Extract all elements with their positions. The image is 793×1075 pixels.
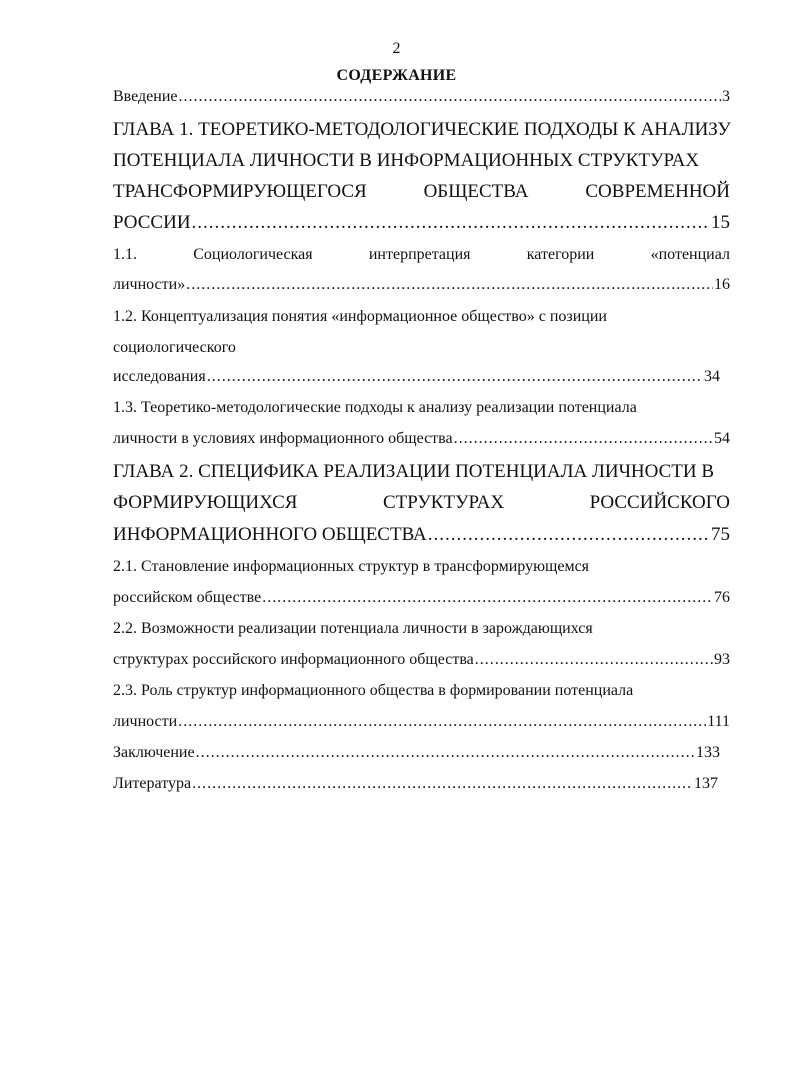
toc-entry-text: 1.3. Теоретико-методологические подходы к анализу реализации потенциала <box>113 399 637 416</box>
toc-entry-2-1[interactable] <box>113 558 730 620</box>
toc-entry-1-2[interactable] <box>113 308 730 399</box>
toc-entry-page: 137 <box>694 775 718 792</box>
toc-entry-word: СТРУКТУРАХ <box>382 492 505 513</box>
toc-entry-2-3[interactable] <box>113 682 730 744</box>
toc-entry-1-1[interactable] <box>113 246 730 308</box>
toc-entry-word: ТРАНСФОРМИРУЮЩЕГОСЯ <box>113 181 367 202</box>
toc-entry-literature[interactable] <box>113 775 718 806</box>
dot-leader <box>196 744 695 762</box>
dot-leader <box>207 368 703 386</box>
toc-entry-text: 2.1. Становление информационных структур в трансформирующемся <box>113 558 590 575</box>
toc-entry-page: 15 <box>711 212 730 233</box>
toc-entry-1-3[interactable] <box>113 399 730 461</box>
toc-entry-text: 2.3. Роль структур информационного общества в формировании потенциала <box>113 682 634 699</box>
toc-entry-conclusion[interactable] <box>113 744 720 775</box>
toc-entry-text: социологического <box>113 339 236 356</box>
dot-leader <box>192 212 710 234</box>
toc-entry-text: ГЛАВА 1. ТЕОРЕТИКО-МЕТОДОЛОГИЧЕСКИЕ ПОДХОДЫ К АНАЛИЗУ <box>113 119 731 140</box>
toc-entry-page: 76 <box>714 589 730 606</box>
toc-entry-text: 2.2. Возможности реализации потенциала личности в зарождающихся <box>113 620 593 637</box>
toc-entry-word: интерпретация <box>368 246 471 263</box>
table-of-contents <box>113 88 730 806</box>
toc-entry-page: 34 <box>704 368 720 385</box>
toc-entry-page: 111 <box>707 713 730 730</box>
toc-entry-page: 54 <box>714 430 730 447</box>
toc-entry-page: 3 <box>722 88 730 105</box>
toc-title: СОДЕРЖАНИЕ <box>336 67 457 84</box>
toc-entry-chapter-2[interactable] <box>113 461 730 558</box>
toc-entry-page: 16 <box>714 276 730 293</box>
toc-entry-word: СОВРЕМЕННОЙ <box>585 181 730 202</box>
toc-entry-label: ИНФОРМАЦИОННОГО ОБЩЕСТВА <box>113 524 427 545</box>
page-number: 2 <box>392 40 401 57</box>
toc-entry-label: структурах российского информационного общества <box>113 651 474 668</box>
toc-entry-chapter-1[interactable] <box>113 119 730 246</box>
toc-entry-label: Заключение <box>113 744 195 761</box>
dot-leader <box>178 713 706 731</box>
toc-entry-label: личности» <box>113 276 186 293</box>
toc-entry-label: РОССИИ <box>113 212 191 233</box>
toc-entry-label: Введение <box>113 88 178 105</box>
dot-leader <box>262 589 713 607</box>
toc-entry-label: Литература <box>113 775 192 792</box>
toc-entry-page: 133 <box>696 744 720 761</box>
toc-entry-text: ПОТЕНЦИАЛА ЛИЧНОСТИ В ИНФОРМАЦИОННЫХ СТРУКТУРАХ <box>113 150 700 171</box>
dot-leader <box>428 524 710 546</box>
dot-leader <box>192 775 693 793</box>
toc-entry-label: российском обществе <box>113 589 262 606</box>
toc-entry-label: исследования <box>113 368 206 385</box>
dot-leader <box>454 430 713 448</box>
toc-entry-word: РОССИЙСКОГО <box>589 492 730 513</box>
toc-entry-word: ФОРМИРУЮЩИХСЯ <box>113 492 298 513</box>
toc-entry-word: категории <box>526 246 595 263</box>
dot-leader <box>179 88 722 106</box>
toc-entry-word: ОБЩЕСТВА <box>423 181 529 202</box>
toc-entry-label: личности <box>113 713 178 730</box>
toc-entry-intro[interactable] <box>113 88 730 119</box>
toc-entry-text: ГЛАВА 2. СПЕЦИФИКА РЕАЛИЗАЦИИ ПОТЕНЦИАЛА ЛИЧНОСТИ В <box>113 461 715 482</box>
toc-entry-word: «потенциал <box>650 246 730 263</box>
toc-entry-word: 1.1. <box>113 246 137 263</box>
dot-leader <box>186 276 713 294</box>
toc-entry-label: личности в условиях информационного общества <box>113 430 453 447</box>
dot-leader <box>475 651 713 669</box>
toc-entry-page: 75 <box>711 524 730 545</box>
toc-entry-word: Социологическая <box>193 246 313 263</box>
toc-entry-2-2[interactable] <box>113 620 730 682</box>
toc-entry-text: 1.2. Концептуализация понятия «информационное общество» с позиции <box>113 308 607 325</box>
toc-entry-page: 93 <box>714 651 730 668</box>
